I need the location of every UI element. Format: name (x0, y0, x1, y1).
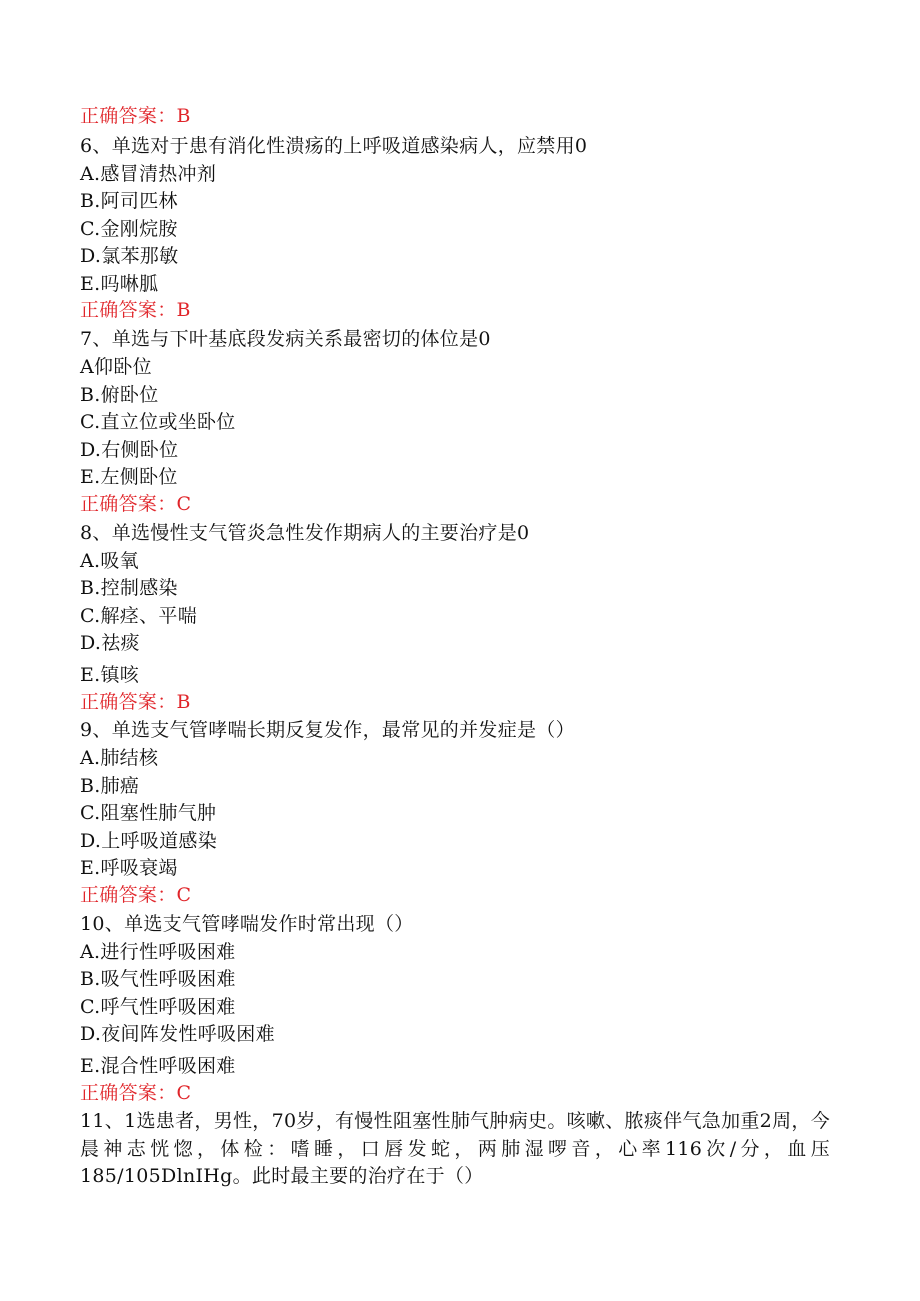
option-c: C.金刚烷胺 (80, 218, 178, 240)
option-e: E.吗啉胍 (80, 273, 159, 295)
answer-line: 正确答案：C (80, 884, 192, 906)
answer-line: 正确答案：C (80, 1082, 192, 1104)
question-6: 6、单选对于患有消化性溃疡的上呼吸道感染病人，应禁用0 (80, 135, 588, 157)
option-e: E.呼吸衰竭 (80, 857, 178, 879)
answer-line: 正确答案：B (80, 105, 191, 127)
question-8: 8、单选慢性支气管炎急性发作期病人的主要治疗是0 (80, 522, 530, 544)
option-d: D.夜间阵发性呼吸困难 (80, 1023, 275, 1045)
option-c: C.直立位或坐卧位 (80, 411, 236, 433)
question-9: 9、单选支气管哮喘长期反复发作，最常见的并发症是（） (80, 719, 575, 741)
answer-line: 正确答案：B (80, 299, 191, 321)
question-10: 10、单选支气管哮喘发作时常出现（） (80, 913, 414, 935)
answer-line: 正确答案：B (80, 691, 191, 713)
option-d: D.右侧卧位 (80, 439, 179, 461)
option-b: B.吸气性呼吸困难 (80, 968, 236, 990)
option-e: E.左侧卧位 (80, 466, 178, 488)
option-b: B.俯卧位 (80, 384, 159, 406)
option-a: A.进行性呼吸困难 (80, 941, 236, 963)
option-a: A.肺结核 (80, 747, 159, 769)
option-d: D.上呼吸道感染 (80, 830, 217, 852)
option-a: A.感冒清热冲剂 (80, 163, 217, 185)
option-c: C.解痉、平喘 (80, 605, 198, 627)
option-b: B.控制感染 (80, 577, 178, 599)
option-c: C.阻塞性肺气肿 (80, 802, 217, 824)
option-a: A.吸氧 (80, 550, 139, 572)
option-b: B.阿司匹林 (80, 190, 178, 212)
option-a: A仰卧位 (80, 356, 152, 378)
question-7: 7、单选与下叶基底段发病关系最密切的体位是0 (80, 328, 491, 350)
question-11: 11、1选患者，男性，70岁，有慢性阻塞性肺气肿病史。咳嗽、脓痰伴气急加重2周，今晨神志恍惚，体检：嗜睡，口唇发蛇，两肺湿啰音，心率116次/分，血压185/105DlnIHg。此时最主要的治疗在于（） (80, 1110, 830, 1187)
option-e: E.混合性呼吸困难 (80, 1055, 236, 1077)
option-e: E.镇咳 (80, 664, 140, 686)
option-b: B.肺癌 (80, 775, 140, 797)
option-d: D.氯苯那敏 (80, 245, 179, 267)
option-c: C.呼气性呼吸困难 (80, 996, 236, 1018)
option-d: D.祛痰 (80, 632, 140, 654)
answer-line: 正确答案：C (80, 493, 192, 515)
